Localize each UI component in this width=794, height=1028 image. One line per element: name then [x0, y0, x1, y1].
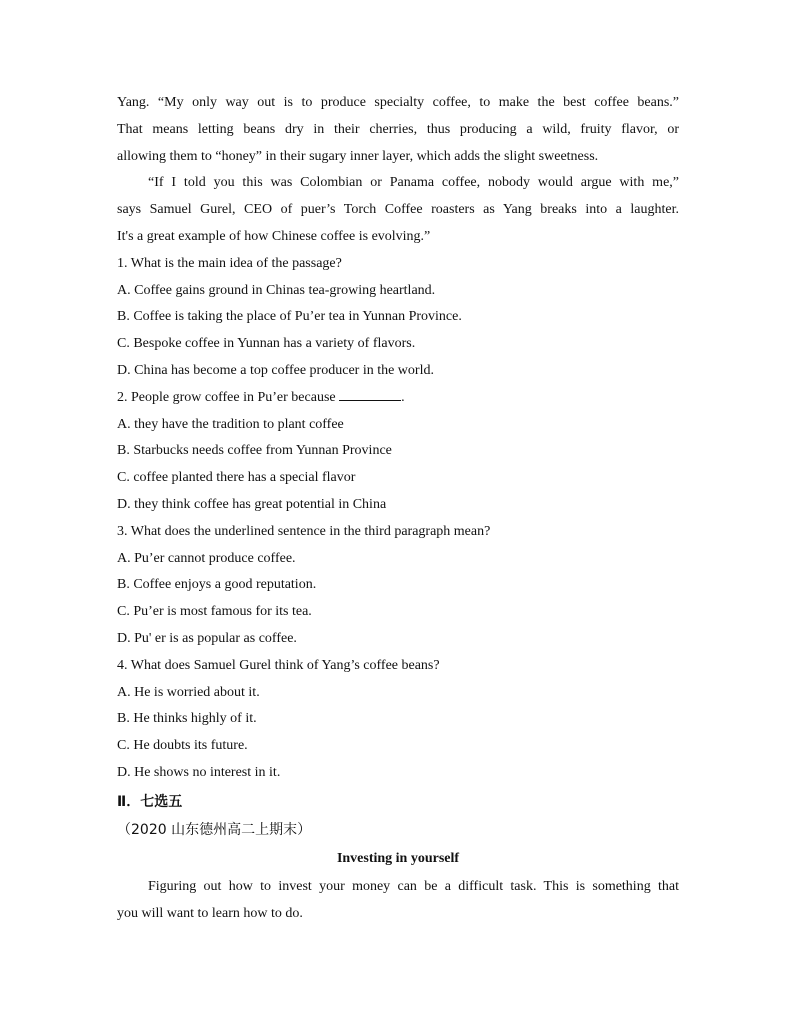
text-line: “If I told you this was Colombian or Panama coffee, nobody would argue with me,”: [148, 175, 679, 191]
article-paragraph-1: [117, 874, 679, 928]
option-b: B. He thinks highly of it.: [117, 711, 257, 727]
question-stem: 1. What is the main idea of the passage?: [117, 255, 342, 271]
option-a: A. they have the tradition to plant coffee: [117, 416, 344, 432]
option-b: B. Coffee enjoys a good reputation.: [117, 577, 317, 593]
question-stem-end: .: [401, 389, 405, 405]
question-stem: 4. What does Samuel Gurel think of Yang’s coffee beans?: [117, 657, 440, 673]
option-b: B. Starbucks needs coffee from Yunnan Province: [117, 443, 392, 459]
article-title: Investing in yourself: [336, 850, 460, 866]
answer-blank: [339, 388, 401, 401]
section-source: （2020 山东德州高二上期末）: [117, 821, 312, 838]
text-line: Yang. “My only way out is to produce specialty coffee, to make the best coffee beans.”: [117, 95, 679, 110]
question-4: [117, 653, 679, 787]
page-content: [117, 90, 679, 927]
question-1: [117, 251, 679, 385]
option-c: C. coffee planted there has a special flavor: [117, 470, 356, 486]
option-c: C. Pu’er is most famous for its tea.: [117, 604, 312, 620]
passage-paragraph-2: [117, 170, 679, 250]
option-b: B. Coffee is taking the place of Pu’er tea in Yunnan Province.: [117, 309, 462, 325]
text-line: That means letting beans dry in their cherries, thus producing a wild, fruity flavor, or: [117, 121, 679, 137]
section-heading: Ⅱ．七选五: [117, 793, 183, 810]
option-c: C. Bespoke coffee in Yunnan has a variety of flavors.: [117, 336, 416, 352]
text-line: Figuring out how to invest your money can be a difficult task. This is something that: [148, 878, 679, 894]
question-2: [117, 385, 679, 519]
question-3: [117, 519, 679, 653]
passage-paragraph-1: [117, 90, 679, 170]
question-stem-text: 2. People grow coffee in Pu’er because: [117, 389, 336, 405]
option-d: D. He shows no interest in it.: [117, 764, 281, 780]
question-stem: [117, 385, 679, 412]
option-a: A. Coffee gains ground in Chinas tea-growing heartland.: [117, 282, 436, 298]
option-d: D. they think coffee has great potential in China: [117, 496, 387, 512]
option-d: D. China has become a top coffee producer in the world.: [117, 362, 434, 378]
text-line: allowing them to “honey” in their sugary inner layer, which adds the slight sweetness.: [117, 148, 599, 164]
text-line: It's a great example of how Chinese coffee is evolving.”: [117, 228, 431, 244]
text-line: you will want to learn how to do.: [117, 905, 303, 921]
option-a: A. Pu’er cannot produce coffee.: [117, 550, 296, 566]
option-a: A. He is worried about it.: [117, 684, 260, 700]
question-stem: 3. What does the underlined sentence in the third paragraph mean?: [117, 523, 491, 539]
option-d: D. Pu' er is as popular as coffee.: [117, 630, 297, 646]
option-c: C. He doubts its future.: [117, 738, 248, 754]
text-line: says Samuel Gurel, CEO of puer’s Torch Coffee roasters as Yang breaks into a laughter.: [117, 202, 679, 218]
